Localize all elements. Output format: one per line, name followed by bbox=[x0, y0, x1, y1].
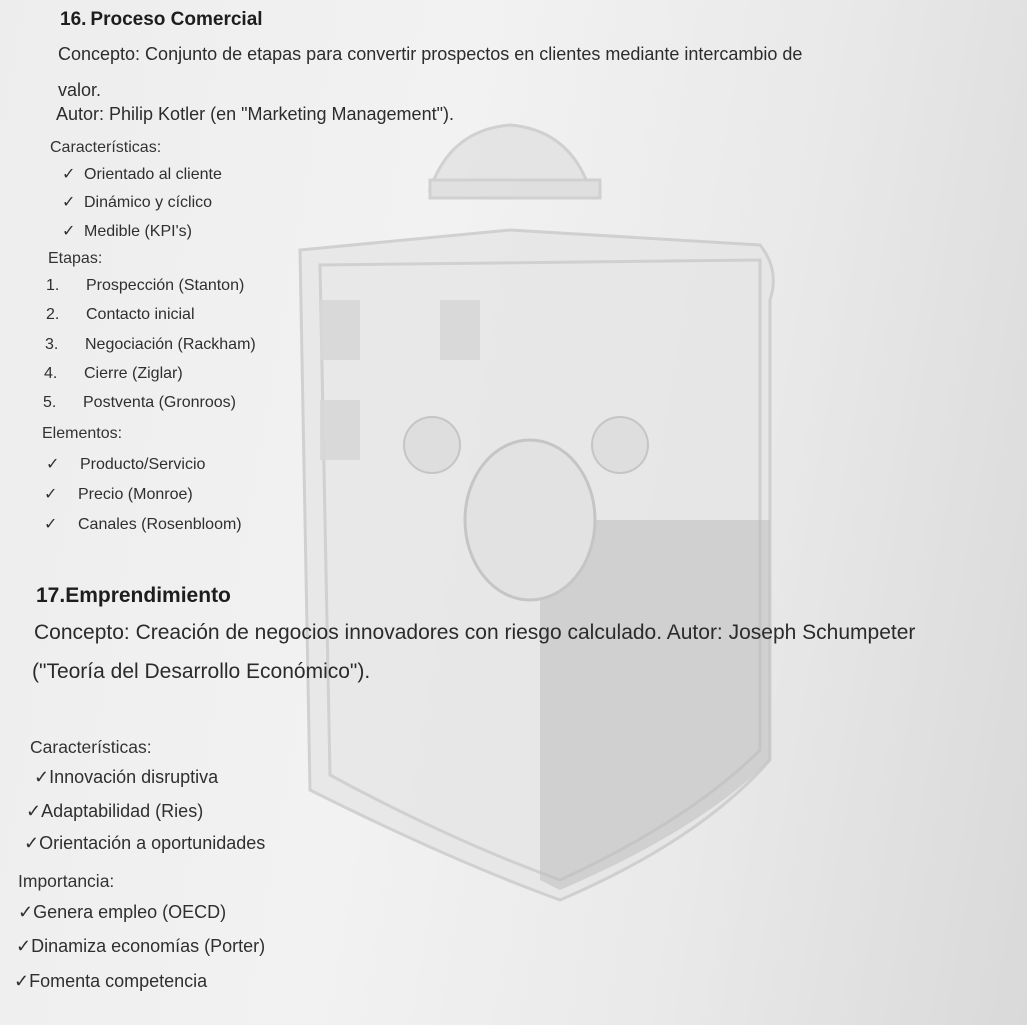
section-16-concept-line2: valor. bbox=[58, 80, 102, 100]
section-16-title: Proceso Comercial bbox=[90, 9, 263, 30]
section-16-concept-line1: Concepto: Conjunto de etapas para convertir prospectos en clientes mediante intercambio de bbox=[58, 44, 803, 64]
section-17-number: 17. bbox=[36, 584, 66, 607]
list-item: ✓ Dinámico y cíclico bbox=[62, 194, 213, 211]
section-17-concept-line2: ("Teoría del Desarrollo Económico"). bbox=[32, 660, 371, 683]
check-icon: ✓ bbox=[24, 833, 40, 853]
list-item: ✓ Canales (Rosenbloom) bbox=[44, 516, 242, 533]
section-16-elementos-heading: Elementos: bbox=[42, 425, 123, 442]
check-icon: ✓ bbox=[62, 166, 76, 183]
section-17-concept-line1: Concepto: Creación de negocios innovadores con riesgo calculado. Autor: Joseph Schumpeter bbox=[34, 621, 916, 644]
list-item: ✓Dinamiza economías (Porter) bbox=[16, 936, 266, 956]
section-16-etapas-heading: Etapas: bbox=[48, 250, 103, 267]
list-item: 2. Contacto inicial bbox=[46, 306, 195, 323]
check-icon: ✓ bbox=[16, 936, 32, 956]
section-16-number: 16. bbox=[60, 9, 87, 30]
list-item: ✓ Medible (KPI's) bbox=[62, 223, 192, 240]
list-item: ✓ Orientado al cliente bbox=[62, 166, 222, 183]
list-item: ✓Genera empleo (OECD) bbox=[18, 902, 227, 922]
list-item: ✓Orientación a oportunidades bbox=[24, 833, 266, 853]
section-16-caracteristicas-heading: Características: bbox=[50, 139, 162, 156]
list-item: ✓ Precio (Monroe) bbox=[44, 486, 193, 503]
check-icon: ✓ bbox=[34, 767, 50, 787]
list-item: 3. Negociación (Rackham) bbox=[45, 336, 256, 353]
check-icon: ✓ bbox=[44, 516, 58, 533]
section-16-heading bbox=[60, 9, 263, 31]
section-17-importancia-heading: Importancia: bbox=[18, 871, 115, 891]
check-icon: ✓ bbox=[44, 486, 58, 503]
check-icon: ✓ bbox=[62, 194, 76, 211]
section-16-author: Autor: Philip Kotler (en "Marketing Management"). bbox=[56, 104, 454, 124]
list-item: 4. Cierre (Ziglar) bbox=[44, 365, 183, 382]
check-icon: ✓ bbox=[14, 971, 30, 991]
list-item: 1. Prospección (Stanton) bbox=[46, 277, 245, 294]
check-icon: ✓ bbox=[46, 456, 60, 473]
section-17-title: Emprendimiento bbox=[65, 584, 231, 607]
section-17-caracteristicas-heading: Características: bbox=[30, 737, 152, 757]
list-item: ✓ Producto/Servicio bbox=[46, 456, 206, 473]
check-icon: ✓ bbox=[26, 801, 42, 821]
check-icon: ✓ bbox=[62, 223, 76, 240]
list-item: ✓Fomenta competencia bbox=[14, 971, 208, 991]
check-icon: ✓ bbox=[18, 902, 34, 922]
section-17-heading bbox=[36, 584, 231, 608]
list-item: 5. Postventa (Gronroos) bbox=[43, 394, 236, 411]
list-item: ✓Innovación disruptiva bbox=[34, 767, 219, 787]
list-item: ✓Adaptabilidad (Ries) bbox=[26, 801, 204, 821]
